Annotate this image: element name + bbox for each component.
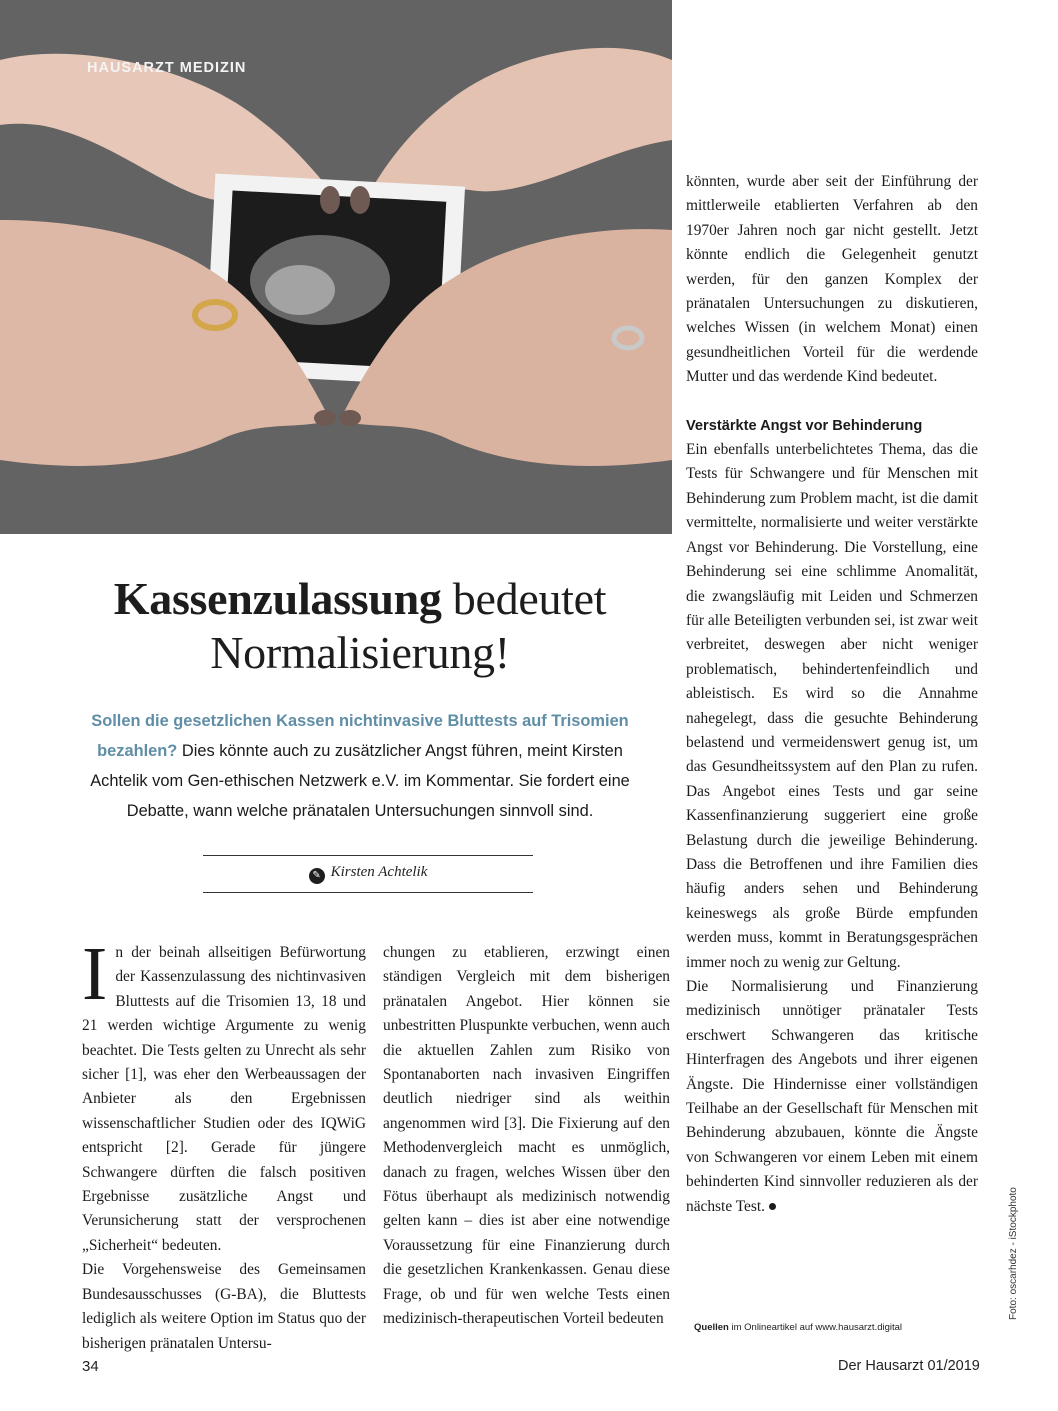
hands-ultrasound-illustration: [0, 0, 672, 534]
col3-paragraph-1: könnten, wurde aber seit der Einführung der mittlerweile etablierten Verfahren ab den 1970er Jahren noch gar nicht gestellt. Jetzt könnte endlich die Gelegenheit genutzt werden, für den ganzen Komplex der pränatalen Untersuchungen zu diskutieren, welches Wissen (in welchem Monat) einen gesundheitlichen Vorteil für die werdende Mutter und das werdende Kind bedeutet.: [686, 173, 978, 386]
lead-highlight: Sollen die gesetzlichen Kassen nichtinvasive Bluttests auf Trisomien bezahlen?: [91, 712, 629, 760]
hero-photo: [0, 0, 672, 534]
page-number: 34: [82, 1358, 99, 1375]
column-1: [82, 932, 366, 1356]
col3-text-3: Die Normalisierung und Finanzierung medizinisch unnötiger pränataler Tests erschwert Schwangeren das kritische Hinterfragen des Angebots und ihrer eigenen Ängste. Die Hindernisse einer vollständigen Teilhabe an der Gesellschaft für Menschen mit Behinderung abzubauen, könnte die Ängste von Schwangeren vor einem Leben mit einem behinderten Kind sinnvoller reduzieren als der nächste Test.: [686, 978, 978, 1215]
author-name: Kirsten Achtelik: [330, 864, 428, 880]
col3-paragraph-3: [686, 975, 978, 1219]
sources-note: [694, 1322, 902, 1333]
column-2: [383, 941, 670, 1332]
pen-icon: ✎: [309, 868, 325, 884]
subheading: Verstärkte Angst vor Behinderung: [686, 417, 923, 434]
headline: [40, 572, 680, 680]
col1-paragraph-1: [82, 932, 366, 1258]
lead-paragraph: [70, 706, 650, 826]
sources-text: im Onlineartikel auf www.hausarzt.digital: [728, 1322, 903, 1333]
author-rule-bottom: [203, 892, 533, 893]
author-byline: [203, 864, 533, 884]
sources-label: Quellen: [694, 1322, 729, 1333]
spacer: [686, 390, 978, 414]
column-3: [686, 170, 978, 1219]
headline-line2: Normalisierung!: [210, 627, 510, 678]
col2-paragraph-1: chungen zu etablieren, erzwingt einen ständigen Vergleich mit dem bisherigen pränatalen Angebot. Hier können sie unbestritten Pluspunkte verbuchen, wenn auch die aktuellen Zahlen zum Risiko von Spontanaborten nach invasiven Eingriffen deutlich niedriger sind als weithin angenommen wird [3]. Die Fixierung auf den Methodenvergleich macht es unmöglich, danach zu fragen, welches Wissen über den Fötus überhaupt als medizinisch notwendig gelten kann – dies ist aber eine notwendige Voraussetzung für eine Finanzierung durch die gesetzlichen Krankenkassen. Genau diese Frage, ob und für wen welche Tests einen medizinisch-therapeutischen Vorteil bedeuten: [383, 944, 670, 1328]
dropcap: I: [82, 932, 108, 1016]
col1-paragraph-2: Die Vorgehensweise des Gemeinsamen Bundesausschusses (G-BA), die Bluttests lediglich als weitere Option im Status quo der bisherigen pränatalen Untersu-: [82, 1261, 366, 1352]
headline-bold: Kassenzulassung: [113, 573, 442, 624]
magazine-issue: Der Hausarzt 01/2019: [838, 1358, 980, 1374]
headline-rest: bedeutet: [441, 573, 607, 624]
section-label: HAUSARZT MEDIZIN: [87, 60, 247, 76]
col3-paragraph-2: Ein ebenfalls unterbelichtetes Thema, das die Tests für Schwangere und für Menschen mit Behinderung zum Problem macht, ist die damit vermittelte, normalisierte und weiter verstärkte Angst vor Behinderung. Die Vorstellung, eine Behinderung sei eine schlimme Anomalität, die zwangsläufig mit Leiden und Schmerzen für alle Beteiligten verbunden sei, ist zwar weit verbreitet, deswegen aber nicht weniger problematisch, behindertenfeindlich und ableistisch. Es wird so die Annahme nahegelegt, dass die gesuchte Behinderung belastend und vermeidenswert genug ist, um das Gesundheitssystem auf den Plan zu rufen. Das Angebot eines Tests und gar seine Kassenfinanzierung suggeriert eine große Belastung durch die jeweilige Behinderung. Dass die Betroffenen und ihre Familien dies häufig anders sehen und Behinderung keineswegs als große Bürde empfunden werden muss, kommt in Beratungsgesprächen immer noch zu wenig zur Geltung.: [686, 441, 978, 971]
end-mark-icon: [769, 1203, 776, 1210]
lead-text: Dies könnte auch zu zusätzlicher Angst führen, meint Kirsten Achtelik vom Gen-ethischen Netzwerk e.V. im Kommentar. Sie fordert eine Debatte, wann welche pränatalen Untersuchungen sinnvoll sind.: [90, 742, 630, 820]
col1-text-1: n der beinah allseitigen Befürwortung der Kassenzulassung des nichtinvasiven Bluttests auf die Trisomien 13, 18 und 21 werden wichtige Argumente zu wenig beachtet. Die Tests gelten zu Unrecht als sehr sicher [1], was eher den Werbeaussagen der Anbieter als den Ergebnissen wissenschaftlicher Studien oder des IQWiG entspricht [2]. Gerade für jüngere Schwangere dürften die falsch positiven Ergebnisse zusätzliche Angst und Verunsicherung statt der versprochenen „Sicherheit“ bedeuten.: [82, 944, 366, 1254]
photo-credit: Foto: oscarhdez - iStockphoto: [1008, 1187, 1019, 1320]
author-rule-top: [203, 855, 533, 856]
